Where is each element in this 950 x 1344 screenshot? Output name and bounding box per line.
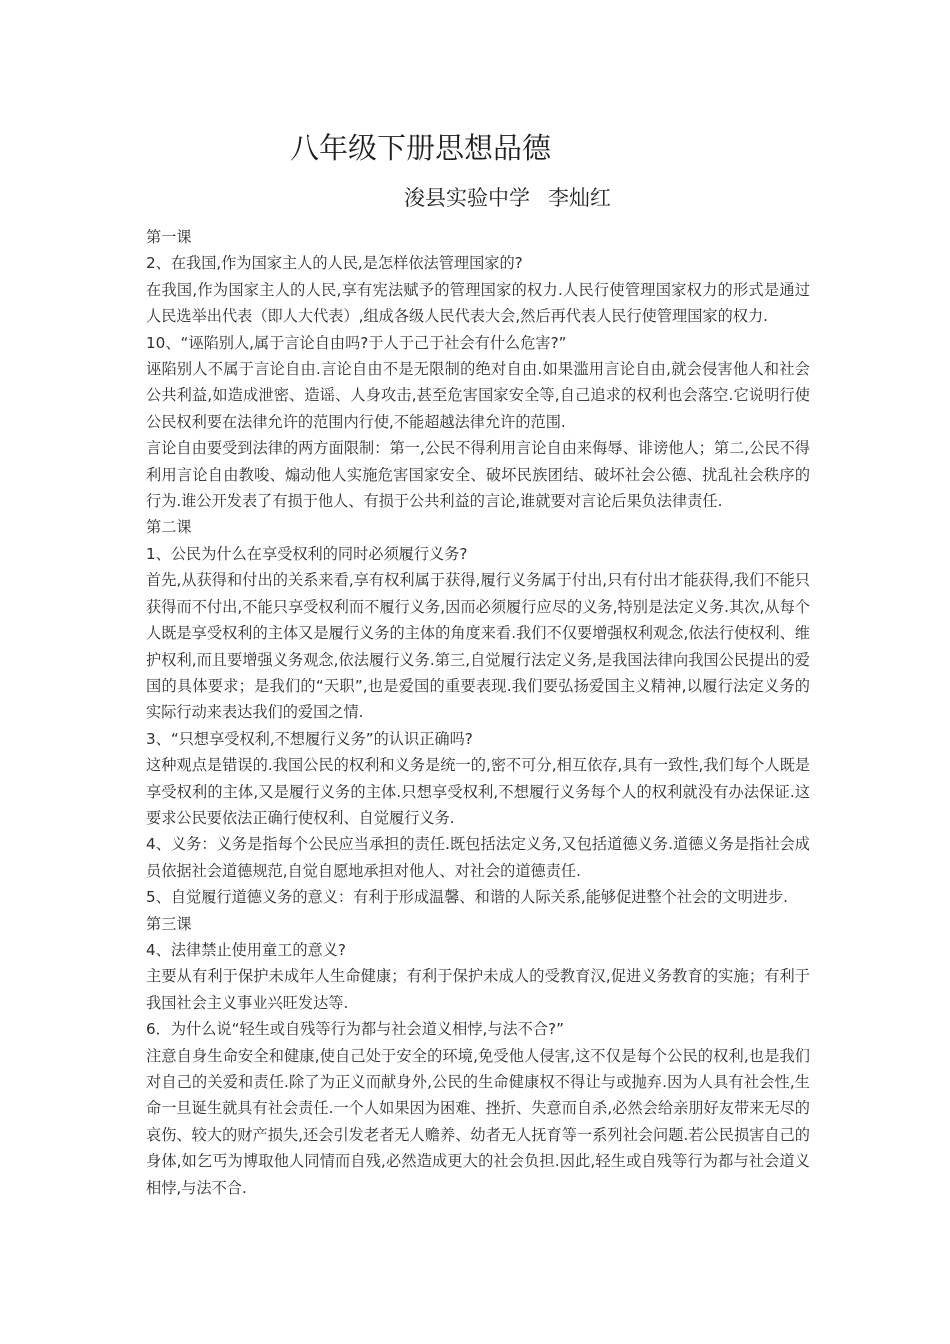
question-2-3: 3、“只想享受权利,不想履行义务”的认识正确吗?	[146, 729, 473, 748]
definition-2-5: 5、自觉履行道德义务的意义：有利于形成温馨、和谐的人际关系,能够促进整个社会的文明进步.	[146, 888, 789, 907]
document-body	[146, 224, 810, 1201]
answer-1-10-continued: 言论自由要受到法律的两方面限制：第一,公民不得利用言论自由来侮辱、诽谤他人；第二,公民不得利用言论自由教唆、煽动他人实施危害国家安全、破坏民族团结、破坏社会公德、扰乱社会秩序的行为.谁公开发表了有损于他人、有损于公共利益的言论,谁就要对言论后果负法律责任.	[146, 439, 810, 511]
answer-1-2: 在我国,作为国家主人的人民,享有宪法赋予的管理国家的权力.人民行使管理国家权力的形式是通过人民选举出代表（即人大代表）,组成各级人民代表大会,然后再代表人民行使管理国家的权力.	[146, 280, 810, 326]
answer-2-3: 这种观点是错误的.我国公民的权利和义务是统一的,密不可分,相互依存,具有一致性,我们每个人既是享受权利的主体,又是履行义务的主体.只想享受权利,不想履行义务每个人的权利就没有办法保证.这要求公民要依法正确行使权利、自觉履行义务.	[146, 756, 810, 827]
answer-3-6: 注意自身生命安全和健康,使自己处于安全的环境,免受他人侵害,这不仅是每个公民的权利,也是我们对自己的关爱和责任.除了为正义而献身外,公民的生命健康权不得让与或抛弃.因为人具有社会性,生命一旦诞生就具有社会责任.一个人如果因为困难、挫折、失意而自杀,必然会给亲朋好友带来无尽的哀伤、较大的财产损失,还会引发老者无人赡养、幼者无人抚育等一系列社会问题.若公民损害自己的身体,如乞丐为博取他人同情而自残,必然造成更大的社会负担.因此,轻生或自残等行为都与社会道义相悖,与法不合.	[146, 1046, 810, 1197]
lesson-heading-1: 第一课	[146, 228, 192, 246]
question-3-4: 4、法律禁止使用童工的意义?	[146, 940, 346, 959]
answer-3-4: 主要从有利于保护未成年人生命健康；有利于保护未成人的受教育汉,促进义务教育的实施；有利于我国社会主义事业兴旺发达等.	[146, 967, 810, 1012]
question-3-6: 6．为什么说“轻生或自残等行为都与社会道义相悖,与法不合?”	[146, 1020, 564, 1039]
question-1-2: 2、在我国,作为国家主人的人民,是怎样依法管理国家的?	[146, 254, 523, 273]
answer-2-1: 首先,从获得和付出的关系来看,享有权利属于获得,履行义务属于付出,只有付出才能获得,我们不能只获得而不付出,不能只享受权利而不履行义务,因而必须履行应尽的义务,特别是法定义务.其次,从每个人既是享受权利的主体又是履行义务的主体的角度来看.我们不仅要增强权利观念,依法行使权利、维护权利,而且要增强义务观念,依法履行义务.第三,自觉履行法定义务,是我国法律向我国公民提出的爱国的具体要求；是我们的“天职”,也是爱国的重要表现.我们要弘扬爱国主义精神,以履行法定义务的实际行动来表达我们的爱国之情.	[146, 571, 810, 722]
lesson-heading-3: 第三课	[146, 914, 192, 933]
author-name: 李灿红	[548, 186, 611, 210]
document-title: 八年级下册思想品德	[290, 131, 552, 165]
document-author-line	[404, 182, 611, 214]
question-2-1: 1、公民为什么在享受权利的同时必须履行义务?	[146, 544, 468, 563]
lesson-heading-2: 第二课	[146, 518, 192, 537]
question-1-10: 10、“诬陷别人,属于言论自由吗?于人于己于社会有什么危害?”	[146, 333, 567, 352]
answer-1-10: 诬陷别人不属于言论自由.言论自由不是无限制的绝对自由.如果滥用言论自由,就会侵害他人和社会公共利益,如造成泄密、造谣、人身攻击,甚至危害国家安全等,自己追求的权利也会落空.它说明行使公民权利要在法律允许的范围内行使,不能超越法律允许的范围.	[146, 360, 810, 431]
author-school: 浚县实验中学	[404, 186, 530, 210]
definition-2-4: 4、义务：义务是指每个公民应当承担的责任.既包括法定义务,又包括道德义务.道德义务是指社会成员依据社会道德规范,自觉自愿地承担对他人、对社会的道德责任.	[146, 835, 810, 880]
